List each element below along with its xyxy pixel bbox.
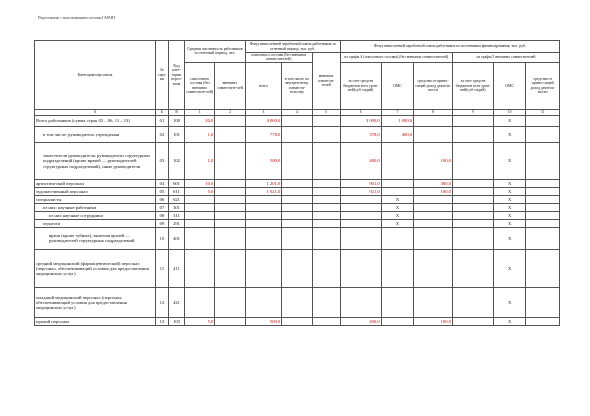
table-row xyxy=(35,115,560,126)
headcount-main-cell: 1,0 xyxy=(185,142,215,179)
fund-external-cell xyxy=(312,179,340,187)
row-number-cell: 02 xyxy=(155,126,168,142)
column-number-cell: 10 xyxy=(493,109,525,115)
fund-external-cell xyxy=(312,227,340,249)
column-number-cell: 3 xyxy=(245,109,282,115)
category-code-cell: 102 xyxy=(168,142,184,179)
col-salary-fund-header: Фонд начисленной заработной платы работников за отчетный период, тыс. руб. xyxy=(245,41,340,53)
category-cell: младший медицинский персонал (персонал, обеспечивающий условия для предоставления медицинских услуг) xyxy=(35,287,156,317)
budget-funds-cell xyxy=(340,195,381,203)
fund-internal-cell xyxy=(282,115,312,126)
row-number-cell: 08 xyxy=(155,211,168,219)
oms-ext-cell: Х xyxy=(493,211,525,219)
col-row-no-header: № стро-ки xyxy=(155,41,168,110)
budget-funds-ext-cell xyxy=(452,195,493,203)
headcount-main-cell: 20,0 xyxy=(185,115,215,126)
fund-external-cell xyxy=(312,115,340,126)
income-activity-ext-cell xyxy=(526,187,560,195)
fund-external-cell xyxy=(312,126,340,142)
budget-funds-ext-cell xyxy=(452,126,493,142)
fund-total-cell: 500,0 xyxy=(245,142,282,179)
income-activity-ext-cell xyxy=(526,287,560,317)
fund-total-cell: 778,0 xyxy=(245,126,282,142)
category-code-cell: 611 xyxy=(168,187,184,195)
headcount-external-cell xyxy=(215,317,245,325)
table-row xyxy=(35,195,560,203)
budget-funds-ext-cell xyxy=(452,187,493,195)
fund-total-cell xyxy=(245,287,282,317)
col-external-header: внешних совместите-лей xyxy=(215,62,245,109)
fund-internal-cell xyxy=(282,317,312,325)
category-code-cell: 621 xyxy=(168,195,184,203)
income-activity-ext-cell xyxy=(526,203,560,211)
budget-funds-cell: 901,0 xyxy=(340,179,381,187)
fund-internal-cell xyxy=(282,219,312,227)
column-number-cell: 2 xyxy=(215,109,245,115)
oms-cell: Х xyxy=(381,203,413,211)
budget-funds-ext-cell xyxy=(452,203,493,211)
column-number-cell: Б xyxy=(155,109,168,115)
category-code-cell: 411 xyxy=(168,249,184,287)
table-row xyxy=(35,179,560,187)
column-number-cell: 7 xyxy=(381,109,413,115)
headcount-main-cell: 1,0 xyxy=(185,126,215,142)
page-header-note: Подготовлено с использованием системы ГАРАНТ xyxy=(38,16,116,20)
headcount-external-cell xyxy=(215,287,245,317)
row-number-cell: 03 xyxy=(155,142,168,179)
col-internal-header: в том числе по внутрен-нему совмести-тельству xyxy=(282,62,312,109)
oms-cell: Х xyxy=(381,211,413,219)
headcount-external-cell xyxy=(215,126,245,142)
col-total-header: всего xyxy=(245,62,282,109)
category-cell: артистический персонал xyxy=(35,179,156,187)
row-number-cell: 01 xyxy=(155,115,168,126)
budget-funds-cell xyxy=(340,211,381,219)
fund-external-cell xyxy=(312,203,340,211)
row-number-cell: 10 xyxy=(155,227,168,249)
oms-ext-cell: Х xyxy=(493,287,525,317)
column-number-cell: 11 xyxy=(526,109,560,115)
income-activity-cell xyxy=(414,195,453,203)
budget-funds-ext-cell xyxy=(452,211,493,219)
budget-funds-ext-cell xyxy=(452,179,493,187)
oms-ext-cell: Х xyxy=(493,126,525,142)
headcount-external-cell xyxy=(215,187,245,195)
column-number-cell: А xyxy=(35,109,156,115)
fund-total-cell xyxy=(245,203,282,211)
col-budget-ext-header: за счет средств бюджетов всех уров-ней(суб-сидий) xyxy=(452,62,493,109)
income-activity-ext-cell xyxy=(526,126,560,142)
oms-ext-cell: Х xyxy=(493,115,525,126)
fund-internal-cell xyxy=(282,203,312,211)
column-number-cell: 6 xyxy=(340,109,381,115)
category-cell: заместители руководителя, руководители структурных подразделений (кроме врачей — руководителей структурных подразделений), иные руководители xyxy=(35,142,156,179)
oms-cell: Х xyxy=(381,219,413,227)
headcount-main-cell xyxy=(185,287,215,317)
category-cell: Всего работников (сумма строк 02 – 06, 11 – 13) xyxy=(35,115,156,126)
fund-external-cell xyxy=(312,219,340,227)
column-number-cell: В xyxy=(168,109,184,115)
income-activity-ext-cell xyxy=(526,115,560,126)
fund-total-cell xyxy=(245,195,282,203)
fund-external-cell xyxy=(312,211,340,219)
budget-funds-cell xyxy=(340,227,381,249)
income-activity-cell xyxy=(414,115,453,126)
col-oms-ext-header: ОМС xyxy=(493,62,525,109)
oms-ext-cell: Х xyxy=(493,195,525,203)
col-category-header: Категория персонала xyxy=(35,41,156,110)
budget-funds-cell xyxy=(340,203,381,211)
income-activity-cell xyxy=(414,203,453,211)
income-activity-ext-cell xyxy=(526,179,560,187)
income-activity-ext-cell xyxy=(526,249,560,287)
category-cell: специалисты xyxy=(35,195,156,203)
income-activity-cell: 100,0 xyxy=(414,187,453,195)
income-activity-ext-cell xyxy=(526,219,560,227)
oms-cell xyxy=(381,287,413,317)
income-activity-cell: 100,0 xyxy=(414,317,453,325)
fund-external-cell xyxy=(312,249,340,287)
budget-funds-ext-cell xyxy=(452,249,493,287)
income-activity-cell: 100,0 xyxy=(414,142,453,179)
fund-total-cell xyxy=(245,227,282,249)
headcount-main-cell xyxy=(185,195,215,203)
headcount-external-cell xyxy=(215,115,245,126)
col-salary-by-source-header: Фонд начисленной заработной платы работников по источникам финансирования, тыс. руб. xyxy=(340,41,559,53)
budget-funds-ext-cell xyxy=(452,219,493,227)
category-code-cell: 291 xyxy=(168,219,184,227)
category-cell: врачи (кроме зубных), включая врачей — руководителей структурных подразделений xyxy=(35,227,156,249)
oms-cell xyxy=(381,187,413,195)
headcount-main-cell: 5,0 xyxy=(185,187,215,195)
col-budget-header: за счет средств бюджетов всех уров-ней(суб-сидий) xyxy=(340,62,381,109)
fund-total-cell: 1 021,0 xyxy=(245,187,282,195)
oms-ext-cell: Х xyxy=(493,249,525,287)
income-activity-cell xyxy=(414,287,453,317)
headcount-main-cell xyxy=(185,203,215,211)
fund-external-cell xyxy=(312,317,340,325)
oms-cell xyxy=(381,142,413,179)
headcount-external-cell xyxy=(215,219,245,227)
table-row xyxy=(35,126,560,142)
budget-funds-ext-cell xyxy=(452,317,493,325)
fund-total-cell xyxy=(245,249,282,287)
table-row xyxy=(35,219,560,227)
fund-internal-cell xyxy=(282,142,312,179)
row-number-cell: 13 xyxy=(155,317,168,325)
category-code-cell: 601 xyxy=(168,179,184,187)
fund-total-cell: 500,0 xyxy=(245,317,282,325)
column-number-cell: 8 xyxy=(414,109,453,115)
category-cell: художественный персонал xyxy=(35,187,156,195)
table-row xyxy=(35,142,560,179)
fund-internal-cell xyxy=(282,249,312,287)
headcount-main-cell xyxy=(185,219,215,227)
headcount-external-cell xyxy=(215,179,245,187)
table-row xyxy=(35,203,560,211)
budget-funds-cell: 3 000,0 xyxy=(340,115,381,126)
headcount-external-cell xyxy=(215,249,245,287)
category-cell: из них научные сотрудники xyxy=(35,211,156,219)
staff-salary-table xyxy=(34,40,560,326)
table-row xyxy=(35,249,560,287)
table-row xyxy=(35,227,560,249)
income-activity-cell xyxy=(414,227,453,249)
fund-internal-cell xyxy=(282,187,312,195)
headcount-main-cell xyxy=(185,227,215,249)
headcount-main-cell xyxy=(185,211,215,219)
oms-cell xyxy=(381,179,413,187)
oms-cell xyxy=(381,227,413,249)
row-number-cell: 09 xyxy=(155,219,168,227)
income-activity-cell xyxy=(414,219,453,227)
oms-ext-cell: Х xyxy=(493,142,525,179)
fund-total-cell: 4 000,0 xyxy=(245,115,282,126)
budget-funds-cell xyxy=(340,219,381,227)
budget-funds-ext-cell xyxy=(452,287,493,317)
fund-external-cell xyxy=(312,142,340,179)
budget-funds-cell: 400,0 xyxy=(340,142,381,179)
col-from-col4-header: из графы 4 (списочного состава) (без внешних совместителей) xyxy=(340,53,452,63)
headcount-main-cell: 5,0 xyxy=(185,317,215,325)
oms-cell: 1 000,0 xyxy=(381,115,413,126)
income-activity-cell xyxy=(414,211,453,219)
row-number-cell: 04 xyxy=(155,179,168,187)
col-oms-header: ОМС xyxy=(381,62,413,109)
col-income-header: средства от прино-сящей доход деятель-ности xyxy=(414,62,453,109)
category-cell: прочий персонал xyxy=(35,317,156,325)
table-row xyxy=(35,211,560,219)
column-number-cell: 1 xyxy=(185,109,215,115)
col-code-header: Код кате-гории персо-нала xyxy=(168,41,184,110)
row-number-cell: 07 xyxy=(155,203,168,211)
category-cell: из них: научные работники xyxy=(35,203,156,211)
column-number-cell: 5 xyxy=(312,109,340,115)
col-main-staff-header: списочного состава (без внешних совместите-лей) xyxy=(185,62,215,109)
fund-internal-cell xyxy=(282,211,312,219)
category-cell: педагоги xyxy=(35,219,156,227)
fund-internal-cell xyxy=(282,126,312,142)
budget-funds-ext-cell xyxy=(452,142,493,179)
oms-cell xyxy=(381,249,413,287)
fund-internal-cell xyxy=(282,195,312,203)
table-row xyxy=(35,187,560,195)
fund-external-cell xyxy=(312,287,340,317)
oms-ext-cell: Х xyxy=(493,317,525,325)
budget-funds-cell: 400,0 xyxy=(340,317,381,325)
fund-total-cell xyxy=(245,211,282,219)
table-body xyxy=(35,115,560,325)
headcount-external-cell xyxy=(215,195,245,203)
category-code-cell: 100 xyxy=(168,115,184,126)
income-activity-ext-cell xyxy=(526,142,560,179)
headcount-main-cell: 10,0 xyxy=(185,179,215,187)
oms-cell: Х xyxy=(381,195,413,203)
headcount-external-cell xyxy=(215,211,245,219)
col-income-ext-header: средства от прино-сящей доход деятель-ности xyxy=(526,62,560,109)
budget-funds-cell: 378,0 xyxy=(340,126,381,142)
budget-funds-ext-cell xyxy=(452,227,493,249)
headcount-main-cell xyxy=(185,249,215,287)
income-activity-ext-cell xyxy=(526,195,560,203)
headcount-external-cell xyxy=(215,203,245,211)
oms-ext-cell: Х xyxy=(493,179,525,187)
income-activity-ext-cell xyxy=(526,227,560,249)
income-activity-ext-cell xyxy=(526,211,560,219)
row-number-cell: 11 xyxy=(155,249,168,287)
row-number-cell: 12 xyxy=(155,287,168,317)
category-code-cell: 101 xyxy=(168,126,184,142)
income-activity-cell xyxy=(414,249,453,287)
fund-total-cell xyxy=(245,219,282,227)
budget-funds-ext-cell xyxy=(452,115,493,126)
fund-external-cell xyxy=(312,187,340,195)
oms-ext-cell: Х xyxy=(493,227,525,249)
budget-funds-cell xyxy=(340,249,381,287)
fund-internal-cell xyxy=(282,287,312,317)
category-code-cell: 421 xyxy=(168,287,184,317)
column-number-cell: 4 xyxy=(282,109,312,115)
col-avg-headcount-header: Средняя численность работников за отчетный период, чел. xyxy=(185,41,245,63)
category-code-cell: 311 xyxy=(168,211,184,219)
row-number-cell: 05 xyxy=(155,187,168,195)
headcount-external-cell xyxy=(215,142,245,179)
col-external-fund-header: внешних совмести-телей xyxy=(312,53,340,110)
oms-ext-cell: Х xyxy=(493,187,525,195)
fund-internal-cell xyxy=(282,179,312,187)
col-from-col5-header: из графы 5 внешних совместителей xyxy=(452,53,559,63)
table-row xyxy=(35,317,560,325)
fund-total-cell: 1 201,0 xyxy=(245,179,282,187)
oms-ext-cell: Х xyxy=(493,203,525,211)
oms-ext-cell: Х xyxy=(493,219,525,227)
budget-funds-cell xyxy=(340,287,381,317)
fund-external-cell xyxy=(312,195,340,203)
row-number-cell: 06 xyxy=(155,195,168,203)
headcount-external-cell xyxy=(215,227,245,249)
income-activity-cell xyxy=(414,126,453,142)
col-main-staff-fund-header: списочного состава (без внешних совместителей) xyxy=(245,53,312,63)
category-cell: в том числе: руководитель учреждения xyxy=(35,126,156,142)
income-activity-cell: 300,0 xyxy=(414,179,453,187)
category-code-cell: 401 xyxy=(168,227,184,249)
fund-internal-cell xyxy=(282,227,312,249)
oms-cell: 400,0 xyxy=(381,126,413,142)
table-row xyxy=(35,287,560,317)
column-number-cell: 9 xyxy=(452,109,493,115)
oms-cell xyxy=(381,317,413,325)
category-cell: средний медицинский (фармацевтический) персонал (персонал, обеспечивающий условия для предоставления медицинских услуг) xyxy=(35,249,156,287)
category-code-cell: 103 xyxy=(168,317,184,325)
budget-funds-cell: 921,0 xyxy=(340,187,381,195)
income-activity-ext-cell xyxy=(526,317,560,325)
category-code-cell: 301 xyxy=(168,203,184,211)
